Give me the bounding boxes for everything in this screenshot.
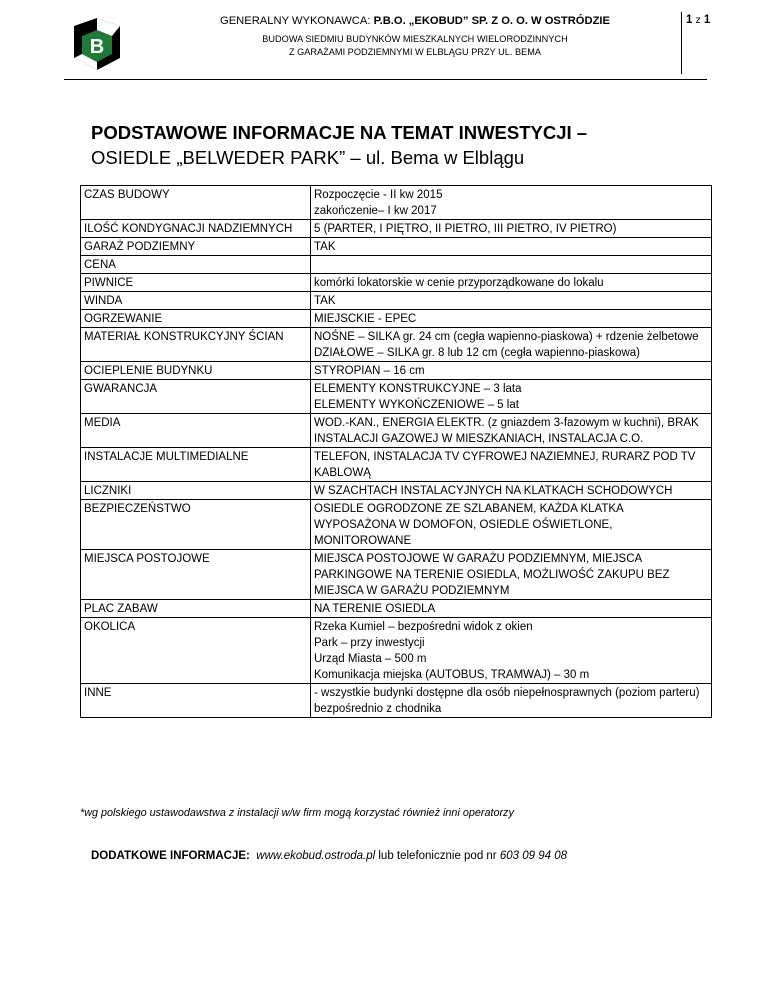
- row-label: ILOŚĆ KONDYGNACJI NADZIEMNYCH: [81, 220, 311, 238]
- row-value: Rozpoczęcie - II kw 2015 zakończenie– I kw 2017: [311, 186, 712, 220]
- page-number: 1 z 1: [686, 14, 711, 26]
- company-logo: [66, 14, 128, 76]
- row-value: TAK: [311, 238, 712, 256]
- row-label: MATERIAŁ KONSTRUKCYJNY ŚCIAN: [81, 328, 311, 362]
- row-value: [311, 256, 712, 274]
- row-label: INNE: [81, 684, 311, 718]
- additional-info-text: lub telefonicznie pod nr: [375, 850, 500, 862]
- website-link[interactable]: www.ekobud.ostroda.pl: [256, 850, 376, 862]
- row-value: NA TERENIE OSIEDLA: [311, 600, 712, 618]
- row-label: OKOLICA: [81, 618, 311, 684]
- row-label: GWARANCJA: [81, 380, 311, 414]
- table-row: [81, 448, 712, 482]
- logo-letter: B: [89, 36, 105, 58]
- row-label: CENA: [81, 256, 311, 274]
- table-row: [81, 274, 712, 292]
- table-row: [81, 500, 712, 550]
- row-label: BEZPIECZEŃSTWO: [81, 500, 311, 550]
- table-row: [81, 600, 712, 618]
- row-value: TELEFON, INSTALACJA TV CYFROWEJ NAZIEMNEJ, RURARZ POD TV KABLOWĄ: [311, 448, 712, 482]
- table-row: [81, 362, 712, 380]
- table-row: [81, 220, 712, 238]
- row-value: 5 (PARTER, I PIĘTRO, II PIETRO, III PIETRO, IV PIETRO): [311, 220, 712, 238]
- contractor-name: P.B.O. „EKOBUD” SP. Z O. O. W OSTRÓDZIE: [373, 15, 610, 27]
- additional-info: [91, 850, 567, 862]
- row-label: WINDA: [81, 292, 311, 310]
- header-divider-vertical: [681, 12, 682, 74]
- footnote: *wg polskiego ustawodawstwa z instalacji w/w firm mogą korzystać również inni operatorzy: [80, 807, 514, 819]
- table-row: [81, 292, 712, 310]
- row-label: INSTALACJE MULTIMEDIALNE: [81, 448, 311, 482]
- row-value: TAK: [311, 292, 712, 310]
- row-label: PIWNICE: [81, 274, 311, 292]
- document-title: PODSTAWOWE INFORMACJE NA TEMAT INWESTYCJI –: [91, 122, 588, 143]
- row-value: WOD.-KAN., ENERGIA ELEKTR. (z gniazdem 3-fazowym w kuchni), BRAK INSTALACJI GAZOWEJ W MIESZKANIACH, INSTALACJA C.O.: [311, 414, 712, 448]
- additional-info-label: DODATKOWE INFORMACJE:: [91, 850, 250, 862]
- row-value: NOŚNE – SILKA gr. 24 cm (cegła wapienno-piaskowa) + rdzenie żelbetowe DZIAŁOWE – SILKA gr. 8 lub 12 cm (cegła wapienno-piaskowa): [311, 328, 712, 362]
- row-label: CZAS BUDOWY: [81, 186, 311, 220]
- table-row: [81, 684, 712, 718]
- table-row: [81, 310, 712, 328]
- row-label: MEDIA: [81, 414, 311, 448]
- page-header: [0, 0, 768, 85]
- phone-number: 603 09 94 08: [499, 850, 567, 862]
- row-value: MIEJSCKIE - EPEC: [311, 310, 712, 328]
- table-row: [81, 256, 712, 274]
- row-value: komórki lokatorskie w cenie przyporządkowane do lokalu: [311, 274, 712, 292]
- table-row: [81, 550, 712, 600]
- row-value: ELEMENTY KONSTRUKCYJNE – 3 lata ELEMENTY WYKOŃCZENIOWE – 5 lat: [311, 380, 712, 414]
- table-row: [81, 380, 712, 414]
- table-row: [81, 618, 712, 684]
- table-row: [81, 414, 712, 448]
- row-value: OSIEDLE OGRODZONE ZE SZLABANEM, KAŻDA KLATKA WYPOSAŻONA W DOMOFON, OSIEDLE OŚWIETLONE, MONITOROWANE: [311, 500, 712, 550]
- row-value: W SZACHTACH INSTALACYJNYCH NA KLATKACH SCHODOWYCH: [311, 482, 712, 500]
- header-contractor: GENERALNY WYKONAWCA: P.B.O. „EKOBUD” SP. Z O. O. W OSTRÓDZIE: [220, 15, 610, 27]
- row-label: LICZNIKI: [81, 482, 311, 500]
- table-row: [81, 238, 712, 256]
- row-value: STYROPIAN – 16 cm: [311, 362, 712, 380]
- table-row: [81, 482, 712, 500]
- header-project-line1: BUDOWA SIEDMIU BUDYNKÓW MIESZKALNYCH WIELORODZINNYCH: [262, 34, 568, 44]
- row-value: - wszystkie budynki dostępne dla osób niepełnosprawnych (poziom parteru) bezpośrednio z chodnika: [311, 684, 712, 718]
- investment-info-table: [80, 185, 712, 718]
- row-label: GARAŻ PODZIEMNY: [81, 238, 311, 256]
- header-divider-horizontal: [64, 79, 707, 80]
- document-subtitle: OSIEDLE „BELWEDER PARK” – ul. Bema w Elblągu: [91, 147, 525, 168]
- row-value: Rzeka Kumiel – bezpośredni widok z okien Park – przy inwestycji Urząd Miasta – 500 m Komunikacja miejska (AUTOBUS, TRAMWAJ) – 30 m: [311, 618, 712, 684]
- row-label: MIEJSCA POSTOJOWE: [81, 550, 311, 600]
- row-value: MIEJSCA POSTOJOWE W GARAŻU PODZIEMNYM, MIEJSCA PARKINGOWE NA TERENIE OSIEDLA, MOŻLIWOŚĆ ZAKUPU BEZ MIEJSCA W GARAŻU PODZIEMNYM: [311, 550, 712, 600]
- table-row: [81, 186, 712, 220]
- row-label: OCIEPLENIE BUDYNKU: [81, 362, 311, 380]
- row-label: PLAC ZABAW: [81, 600, 311, 618]
- header-text: [150, 14, 680, 59]
- table-row: [81, 328, 712, 362]
- header-project-line2: Z GARAŻAMI PODZIEMNYMI W ELBLĄGU PRZY UL. BEMA: [288, 47, 541, 57]
- row-label: OGRZEWANIE: [81, 310, 311, 328]
